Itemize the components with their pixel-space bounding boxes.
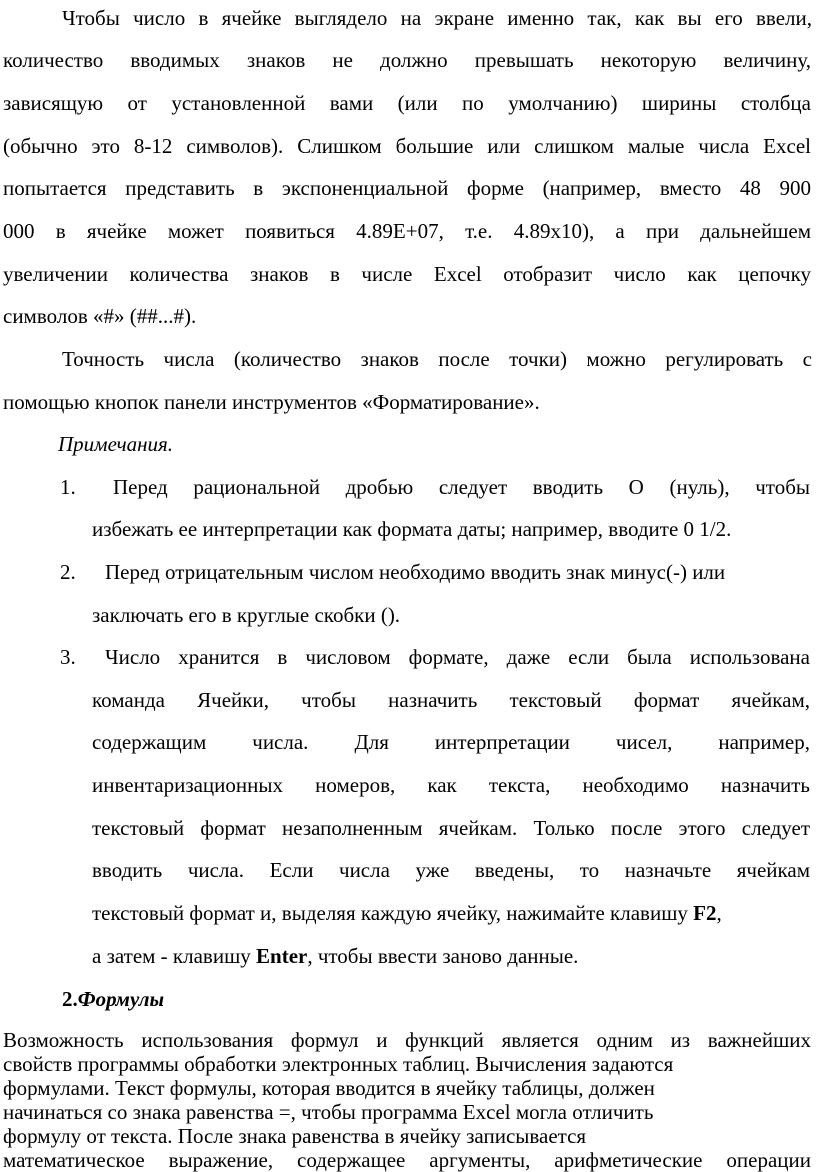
text-line: Перед рациональной дробью следует вводить О (нуль), чтобы [113,475,810,499]
text-line: Возможность использования формул и функций является одним из важнейших [3,1028,811,1052]
text-line: (обычно это 8-12 символов). Слишком большие или слишком малые числа Excel [3,134,811,158]
text-line: свойств программы обработки электронных таблиц. Вычисления задаются [3,1052,674,1076]
key-f2: F2 [693,901,717,925]
key-enter: Enter [256,944,308,968]
section-number: 2. [62,987,78,1011]
section-title: Формулы [77,987,165,1011]
text-line: математическое выражение, содержащее аргументы, арифметические операции [3,1148,811,1172]
text-line: команда Ячейки, чтобы назначить текстовый формат ячейкам, [92,688,810,712]
text-line: помощью кнопок панели инструментов «Форматирование». [3,390,540,414]
text-line: инвентаризационных номеров, как текста, необходимо назначить [92,773,810,797]
text-line: количество вводимых знаков не должно превышать некоторую величину, [3,48,811,72]
text-line: избежать ее интерпретации как формата даты; например, вводите 0 1/2. [92,517,732,541]
text-line [92,944,810,969]
text-line: 000 в ячейке может появиться 4.89E+07, т.е. 4.89x10), а при дальнейшем [3,219,811,243]
text-line [92,901,810,926]
text-line: текстовый формат незаполненным ячейкам. Только после этого следует [92,816,810,840]
text-line: увеличении количества знаков в числе Excel отобразит число как цепочку [3,262,811,286]
note-number: 3. [60,645,76,669]
text-line: попытается представить в экспоненциальной форме (например, вместо 48 900 [3,176,811,200]
text-segment: а затем - клавишу [92,944,257,968]
note-number: 1. [60,475,76,499]
text-line: Чтобы число в ячейке выглядело на экране именно так, как вы его ввели, [62,6,812,30]
text-line: Перед отрицательным числом необходимо вводить знак минус(-) или [105,560,726,584]
text-line: Число хранится в числовом формате, даже если была использована [105,645,810,669]
text-segment: текстовый формат и, выделяя каждую ячейку, нажимайте клавишу [92,901,694,925]
text-segment: , чтобы ввести заново данные. [307,944,579,968]
text-line: содержащим числа. Для интерпретации чисел, например, [92,730,810,754]
section-heading [62,987,816,1012]
text-segment: , [716,901,722,925]
text-line: формулу от текста. После знака равенства в ячейку записывается [3,1124,587,1148]
text-line: вводить числа. Если числа уже введены, то назначьте ячейкам [92,858,810,882]
text-line: заключать его в круглые скобки (). [92,603,401,627]
note-number: 2. [60,560,76,584]
text-line: формулами. Текст формулы, которая вводится в ячейку таблицы, должен [3,1076,655,1100]
text-line: Точность числа (количество знаков после точки) можно регулировать с [62,347,812,371]
text-line: начинаться со знака равенства =, чтобы программа Excel могла отличить [3,1100,654,1124]
text-line: символов «#» (##...#). [3,304,197,328]
notes-heading: Примечания. [58,432,174,456]
text-line: зависящую от установленной вами (или по умолчанию) ширины столбца [3,91,811,115]
